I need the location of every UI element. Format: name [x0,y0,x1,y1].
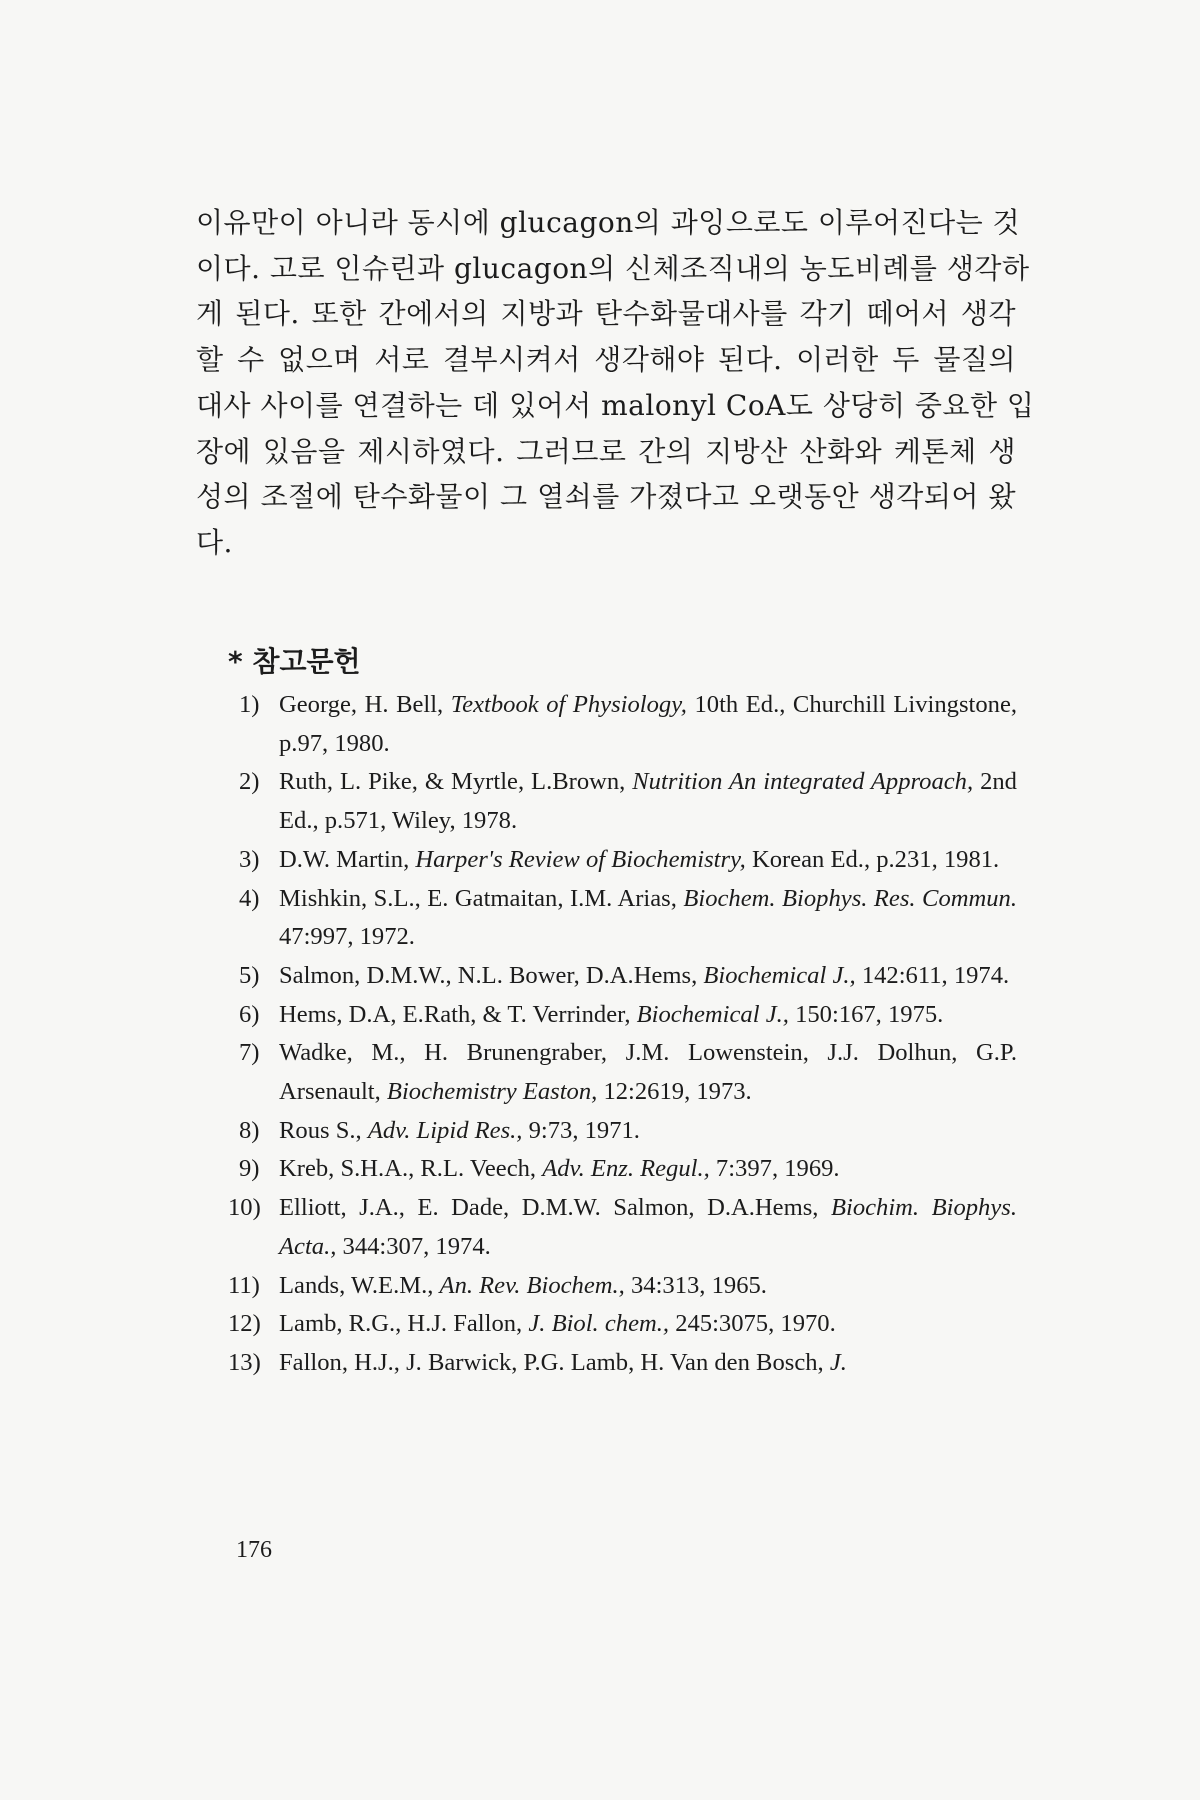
body-line: 다. [196,525,233,559]
reference-details: 344:307, 1974. [336,1232,491,1260]
reference-number: 6) [239,1000,260,1028]
reference-item [239,880,1017,957]
reference-details: 7:397, 1969. [709,1155,840,1183]
reference-number: 8) [239,1116,260,1144]
reference-authors: Mishkin, S.L., E. Gatmaitan, I.M. Arias, [279,884,684,912]
reference-title: Harper's Review of Biochemistry, [415,845,746,873]
reference-title: Biochemical J., [636,1000,789,1028]
reference-details: 150:167, 1975. [788,1000,944,1028]
reference-authors: Ruth, L. Pike, & Myrtle, L.Brown, [279,768,633,796]
reference-number: 4) [239,884,260,912]
body-line: 할 수 없으며 서로 결부시켜서 생각해야 된다. 이러한 두 물질의 [196,343,1016,377]
reference-authors: Lands, W.E.M., [279,1271,440,1299]
reference-item [228,1267,1017,1306]
reference-text [279,1344,1017,1383]
reference-authors: D.W. Martin, [279,845,416,873]
reference-number: 5) [239,961,260,989]
reference-text [279,996,1017,1035]
reference-item [239,1034,1017,1111]
reference-item [228,1344,1017,1383]
reference-text [279,957,1017,996]
reference-title: Nutrition An integrated Approach, [632,768,974,796]
reference-item [228,1305,1017,1344]
reference-title: J. [829,1348,847,1376]
reference-text [279,841,1017,880]
reference-title: Biochemistry Easton, [386,1078,598,1106]
reference-number: 7) [239,1039,260,1067]
reference-details: 12:2619, 1973. [597,1078,752,1106]
reference-authors: Wadke, M., H. Brunengraber, J.M. Lowenstein, J.J. Dolhun, G.P. Arsenault, [279,1039,1017,1106]
reference-number: 2) [239,768,260,796]
body-line: 게 된다. 또한 간에서의 지방과 탄수화물대사를 각기 떼어서 생각 [196,297,1016,331]
reference-text [279,1189,1017,1266]
reference-list [228,686,1018,1383]
reference-details: 47:997, 1972. [279,923,415,951]
body-line: 이다. 고로 인슈린과 glucagon의 신체조직내의 농도비례를 생각하 [196,251,1030,285]
reference-title: Textbook of Physiology, [450,691,687,718]
reference-authors: Elliott, J.A., E. Dade, D.M.W. Salmon, D.A.Hems, [279,1194,831,1222]
reference-item [239,996,1017,1035]
reference-authors: Fallon, H.J., J. Barwick, P.G. Lamb, H. Van den Bosch, [279,1348,830,1376]
reference-authors: George, H. Bell, [279,691,451,718]
reference-number: 12) [228,1310,261,1338]
reference-number: 1) [239,691,260,718]
reference-number: 13) [228,1348,261,1376]
page-number: 176 [236,1537,272,1563]
reference-text [279,1267,1017,1306]
reference-item [239,686,1018,763]
reference-details: 34:313, 1965. [624,1271,767,1299]
reference-item [228,1189,1017,1266]
body-line: 대사 사이를 연결하는 데 있어서 malonyl CoA도 상당히 중요한 입 [196,388,1035,422]
reference-authors: Rous S., [279,1116,368,1144]
reference-title: Adv. Lipid Res., [367,1116,523,1144]
reference-number: 11) [228,1271,260,1299]
reference-text [279,763,1017,840]
reference-title: Biochemical J., [703,961,856,989]
reference-text [279,1034,1017,1111]
reference-authors: Salmon, D.M.W., N.L. Bower, D.A.Hems, [279,961,704,989]
reference-authors: Kreb, S.H.A., R.L. Veech, [279,1155,543,1183]
body-line: 이유만이 아니라 동시에 glucagon의 과잉으로도 이루어진다는 것 [196,206,1021,239]
body-line: 성의 조절에 탄수화물이 그 열쇠를 가졌다고 오랫동안 생각되어 왔 [196,480,1016,514]
reference-text [279,1150,1017,1189]
reference-item [239,1150,1017,1189]
reference-details: 245:3075, 1970. [669,1310,836,1338]
reference-details: 2nd Ed., p.571, Wiley, 1978. [279,768,1017,835]
reference-number: 10) [228,1194,261,1222]
reference-title: Biochem. Biophys. Res. Commun. [683,884,1017,912]
reference-number: 3) [239,845,260,873]
reference-authors: Lamb, R.G., H.J. Fallon, [279,1310,529,1338]
reference-text [279,880,1017,957]
reference-number: 9) [239,1155,260,1183]
reference-details: Korean Ed., p.231, 1981. [745,845,1000,873]
reference-text [279,1305,1017,1344]
reference-item [239,841,1017,880]
reference-details: 142:611, 1974. [855,961,1010,989]
reference-item [239,1112,1017,1151]
reference-item [239,763,1017,840]
reference-item [239,957,1017,996]
reference-authors: Hems, D.A, E.Rath, & T. Verrinder, [279,1000,637,1028]
body-line: 장에 있음을 제시하였다. 그러므로 간의 지방산 산화와 케톤체 생 [196,434,1016,468]
reference-title: Biochim. Biophys. Acta., [279,1194,1017,1260]
reference-text [279,686,1017,763]
reference-details: 9:73, 1971. [522,1116,640,1144]
reference-title: Adv. Enz. Regul., [542,1155,710,1183]
reference-text [279,1112,1017,1151]
reference-title: J. Biol. chem., [528,1310,670,1338]
references-heading: * 참고문헌 [228,645,361,678]
reference-details: 10th Ed., Churchill Livingstone, p.97, 1980. [279,691,1018,757]
body-paragraph [196,200,1035,566]
reference-title: An. Rev. Biochem., [439,1271,625,1299]
